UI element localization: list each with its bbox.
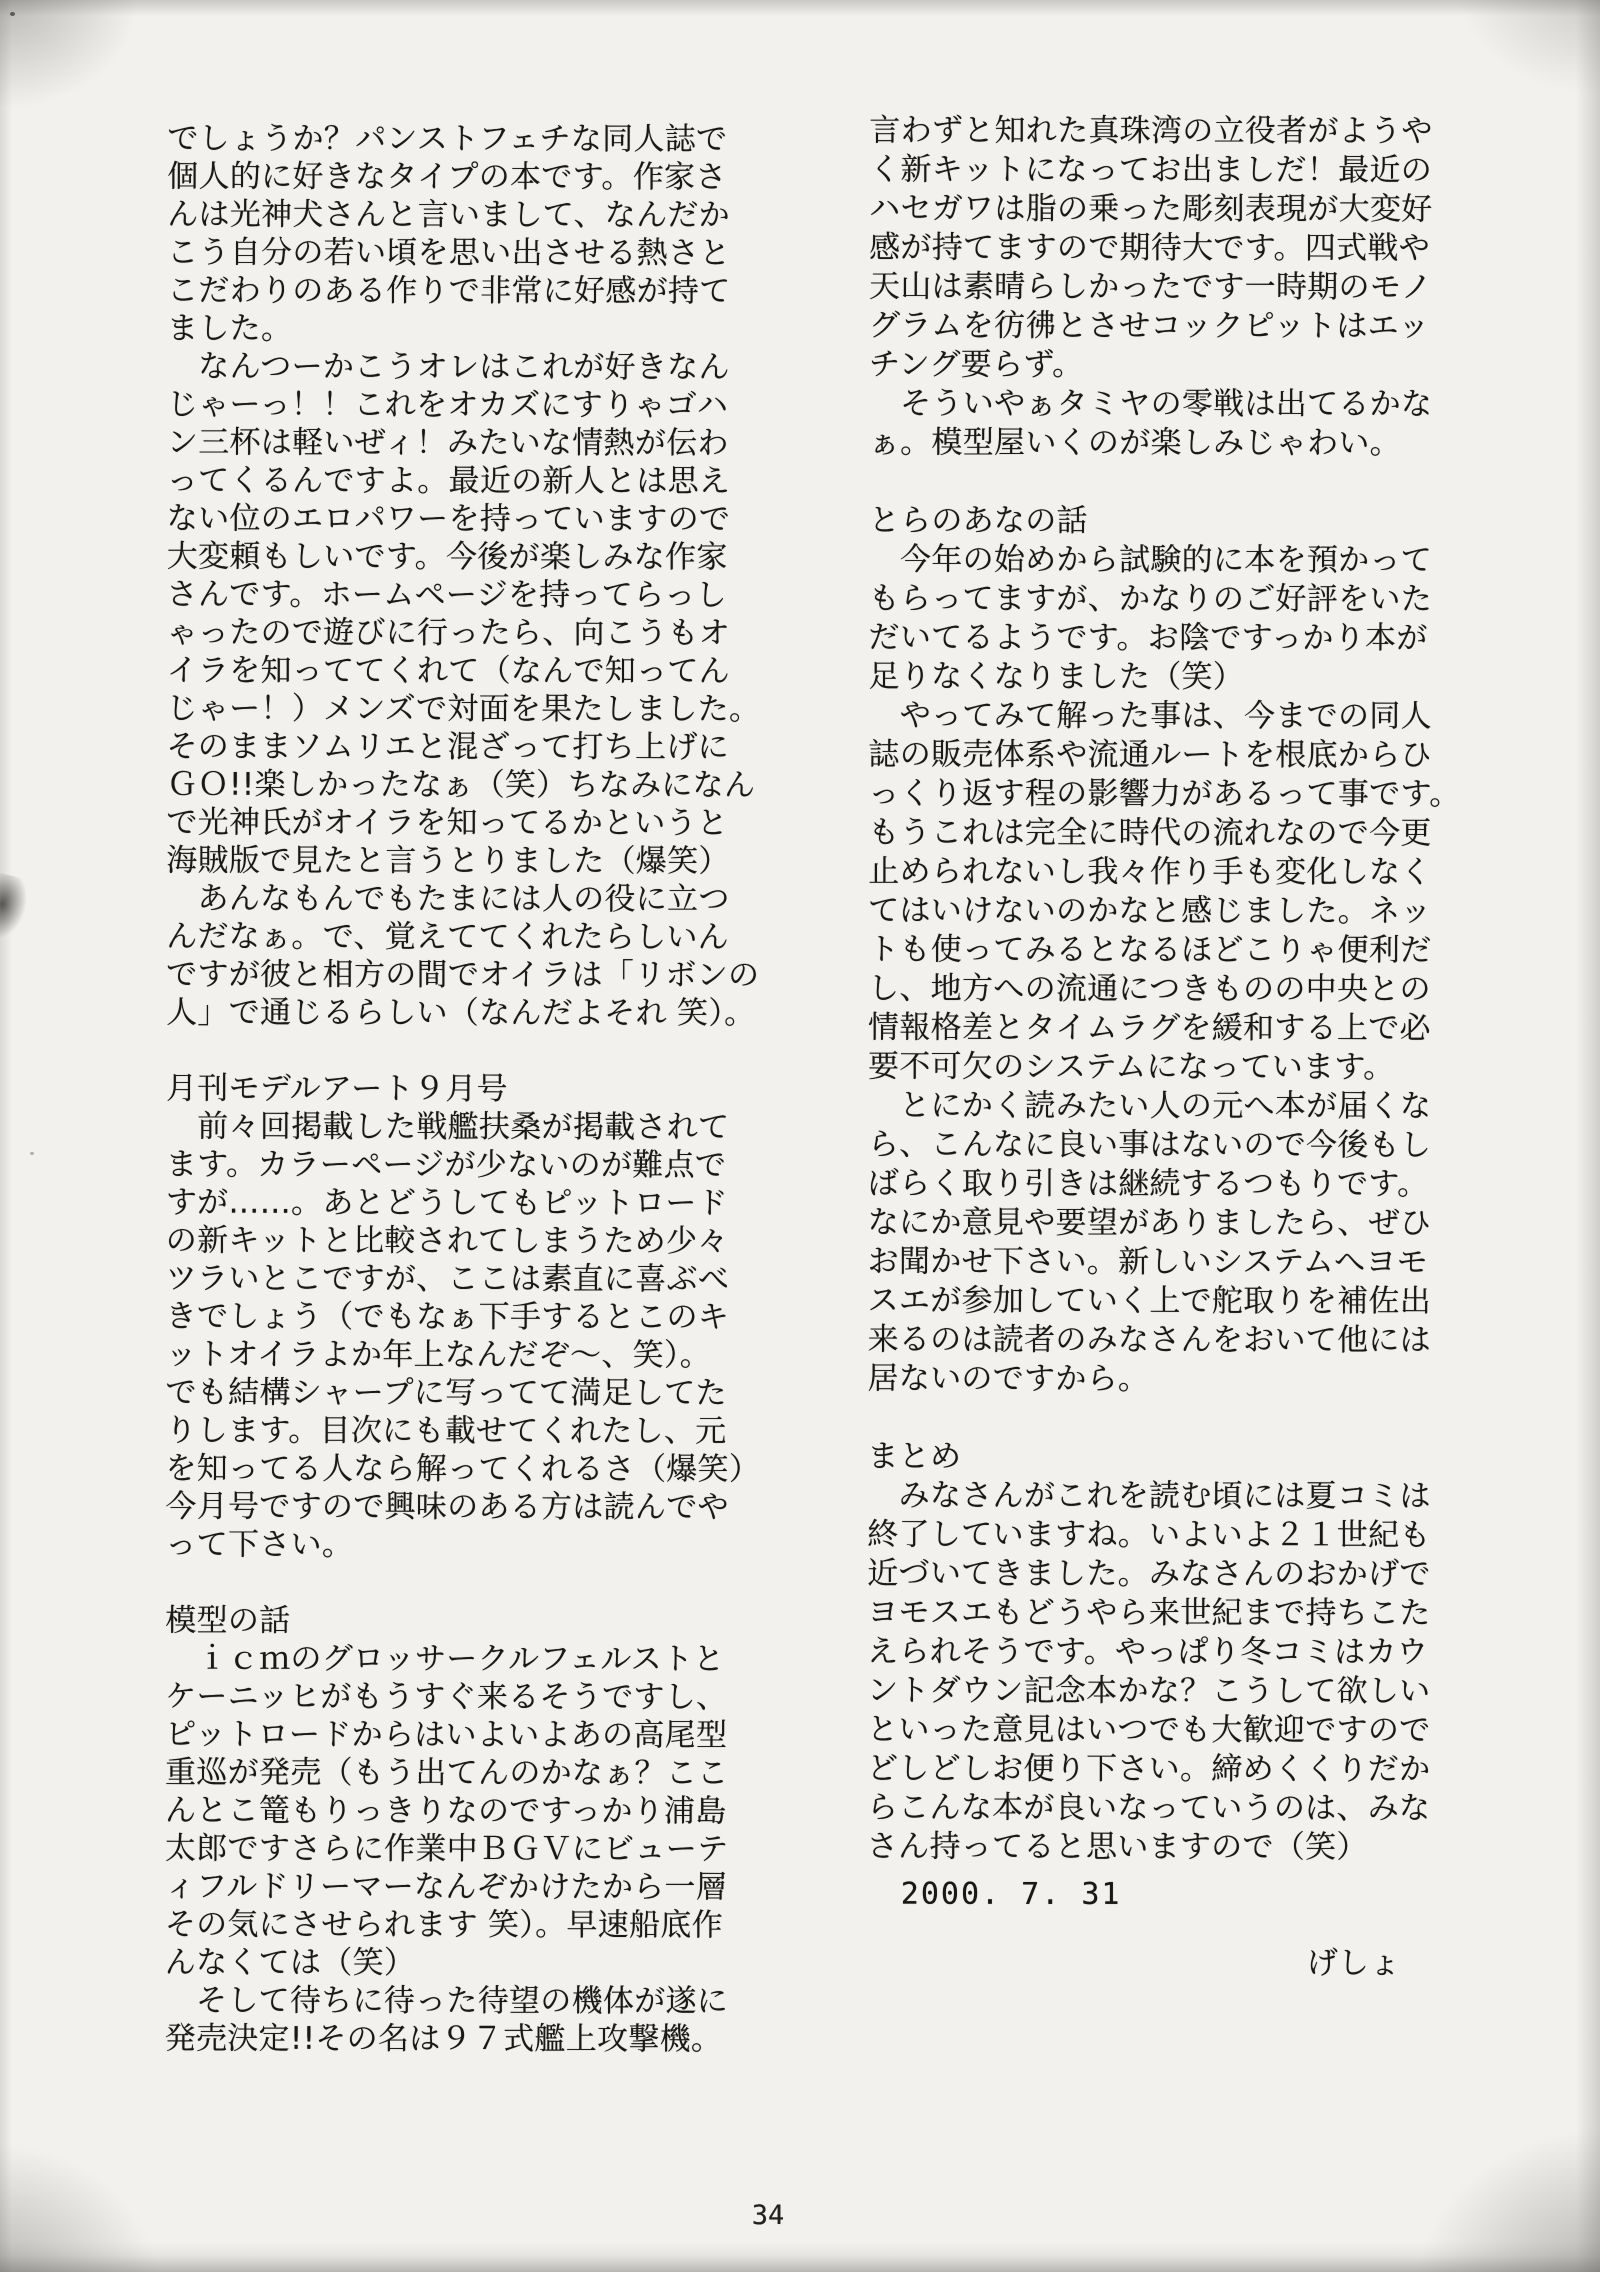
- text-line: を知ってる人なら解ってくれるさ（爆笑）: [165, 1450, 761, 1488]
- text-line: やってみて解った事は、今までの同人: [868, 697, 1432, 735]
- text-line: ら、こんなに良い事はないので今後もし: [867, 1126, 1432, 1164]
- text-line: 近づいてきました。みなさんのおかげで: [867, 1555, 1431, 1593]
- text-line: グラムを彷彿とさせコックピットはエッ: [868, 307, 1430, 345]
- right-text-column: [866, 112, 1461, 1984]
- scan-edge-left-shadow: [0, 0, 12, 2272]
- text-line: 前々回掲載した戦艦扶桑が掲載されて: [165, 1108, 730, 1146]
- page-number: 34: [751, 2200, 785, 2231]
- text-line: ン三杯は軽いぜィ！みたいな情熱が伝わ: [166, 424, 729, 462]
- left-text-column: [164, 120, 761, 2059]
- text-line: ゃったので遊びに行ったら、向こうもオ: [166, 614, 731, 652]
- text-line: そして待ちに待った待望の機体が遂に: [164, 1982, 729, 2020]
- text-line: でしょうか？パンストフェチな同人誌で: [167, 120, 728, 158]
- text-line: 情報格差とタイムラグを緩和する上で必: [868, 1009, 1431, 1047]
- text-line: 模型の話: [165, 1602, 291, 1639]
- scan-smudge-mark: [0, 873, 33, 945]
- text-line: 太郎ですさらに作業中ＢＧＶにビューテ: [164, 1830, 729, 1868]
- text-line: なんつーかこうオレはこれが好きなん: [166, 348, 730, 386]
- text-line: もうこれは完全に時代の流れなので今更: [868, 814, 1432, 852]
- blank-line: [867, 1399, 1442, 1439]
- text-line: トも使ってみるとなるほどこりゃ便利だ: [868, 931, 1432, 969]
- text-line: 重巡が発売（もう出てんのかなぁ？ここ: [165, 1754, 729, 1792]
- text-line: 誌の販売体系や流通ルートを根底からひ: [868, 736, 1432, 774]
- text-line: 来るのは読者のみなさんをおいて他には: [867, 1321, 1432, 1359]
- text-line: きでしょう（でもなぁ下手するとこのキ: [165, 1298, 730, 1336]
- text-line: 言わずと知れた真珠湾の立役者がようや: [869, 112, 1433, 150]
- text-line: とにかく読みたい人の元へ本が届くな: [867, 1087, 1432, 1125]
- text-line: てはいけないのかなと感じました。ネッ: [868, 892, 1432, 930]
- text-line: ってくるんですよ。最近の新人とは思え: [166, 462, 731, 500]
- scan-edge-top-shadow: [0, 0, 1600, 16]
- text-line: じゃーっ！！これをオカズにすりゃゴハ: [166, 386, 729, 424]
- text-line: といった意見はいつでも大歓迎ですので: [867, 1711, 1431, 1749]
- text-line: すが……。あとどうしてもピットロード: [165, 1184, 729, 1222]
- text-line: 終了していますね。いよいよ２１世紀も: [867, 1516, 1431, 1554]
- scan-edge-bottom-shadow: [0, 2242, 1600, 2272]
- text-line: ントダウン記念本かな？こうして欲しい: [867, 1672, 1431, 1710]
- text-line: じゃー！）メンズで対面を果たしました。: [166, 690, 761, 728]
- blank-line: [869, 463, 1444, 503]
- text-line: スエが参加していく上で舵取りを補佐出: [867, 1282, 1432, 1320]
- text-line: んとこ篭もりっきりなのですっかり浦島: [164, 1792, 727, 1830]
- text-line: 止められないし我々作り手も変化しなく: [868, 853, 1432, 891]
- blank-line: [165, 1564, 740, 1603]
- text-line: さんです。ホームページを持ってらっし: [166, 576, 728, 614]
- text-line: とらのあなの話: [868, 502, 1088, 539]
- scan-dust-speck: [10, 12, 15, 16]
- date-text: 2000. 7. 31: [900, 1876, 1122, 1912]
- text-line: 要不可欠のシステムになっています。: [867, 1048, 1395, 1086]
- text-line: さん持ってると思いますので（笑）: [866, 1828, 1368, 1866]
- text-line: 今月号ですので興味のある方は読んでや: [165, 1488, 729, 1526]
- text-line: ます。カラーページが少ないのが難点で: [165, 1146, 727, 1184]
- text-line: 居ないのですから。: [867, 1360, 1150, 1397]
- text-line: みなさんがこれを読む頃には夏コミは: [867, 1477, 1431, 1515]
- text-line: ピットロードからはいよいよあの高尾型: [165, 1716, 728, 1754]
- text-line: で光神氏がオイラを知ってるかというと: [166, 804, 729, 842]
- scan-corner-shadow-top-right: [1455, 0, 1600, 95]
- text-line: なにか意見や要望がありましたら、ぜひ: [867, 1204, 1432, 1242]
- text-line: こだわりのある作りで非常に好感が持て: [167, 272, 731, 310]
- text-line: の新キットと比較されてしまうため少々: [165, 1222, 729, 1260]
- text-line: ツラいとこですが、ここは素直に喜ぶべ: [165, 1260, 730, 1298]
- text-line: もらってますが、かなりのご好評をいた: [868, 580, 1433, 618]
- text-line: 発売決定!!その名は９７式艦上攻撃機。: [164, 2020, 723, 2058]
- text-line: 月刊モデルアート９月号: [165, 1070, 508, 1108]
- text-line: ィフルドリーマーなんぞかけたから一層: [164, 1868, 728, 1906]
- text-line: そのままソムリエと混ざって打ち上げに: [166, 728, 729, 766]
- text-line: ハセガワは脂の乗った彫刻表現が大変好: [869, 190, 1433, 228]
- text-line: どしどしお便り下さい。締めくくりだか: [866, 1750, 1431, 1788]
- blank-line: [166, 1032, 741, 1071]
- text-line: って下さい。: [165, 1526, 354, 1563]
- text-line: ＧＯ!!楽しかったなぁ（笑）ちなみになん: [166, 766, 756, 804]
- text-line: ばらく取り引きは継続するつもりです。: [867, 1165, 1429, 1203]
- text-line: 感が持てますので期待大です。四式戦や: [869, 229, 1431, 267]
- text-line: らこんな本が良いなっていうのは、みな: [866, 1789, 1431, 1827]
- text-line: まとめ: [867, 1438, 962, 1475]
- right-column-lines: [866, 112, 1461, 1868]
- text-line: 足りなくなりました（笑）: [868, 658, 1245, 696]
- text-line: こう自分の若い頃を思い出させる熱さと: [167, 234, 731, 272]
- text-line: ケーニッヒがもうすぐ来るそうですし、: [165, 1678, 728, 1716]
- text-line: っくり返す程の影響力があるって事です。: [868, 775, 1461, 813]
- text-line: でも結構シャープに写ってて満足してた: [165, 1374, 727, 1412]
- scan-corner-shadow-top-left: [0, 0, 140, 110]
- text-line: ぁ。模型屋いくのが楽しみじゃわい。: [868, 424, 1401, 462]
- text-line: えられそうです。やっぱり冬コミはカウ: [867, 1633, 1429, 1671]
- scan-edge-right-shadow: [1576, 0, 1600, 2272]
- author-signature: げしょ: [1306, 1945, 1401, 1982]
- text-line: 天山は素晴らしかったです一時期のモノ: [869, 268, 1433, 306]
- text-line: チング要らず。: [868, 346, 1084, 383]
- text-line: だいてるようです。お陰ですっかり本が: [868, 619, 1428, 657]
- text-line: し、地方への流通につきものの中央との: [868, 970, 1431, 1008]
- text-line: お聞かせ下さい。新しいシステムへヨモ: [867, 1243, 1429, 1281]
- text-line: あんなもんでもたまには人の役に立つ: [166, 880, 730, 918]
- text-line: ない位のエロパワーを持っていますので: [166, 500, 731, 538]
- text-line: 個人的に好きなタイプの本です。作家さ: [167, 158, 727, 196]
- text-line: ました。: [167, 310, 293, 347]
- text-line: ｉｃｍのグロッサークルフェルストと: [165, 1640, 725, 1678]
- text-line: ですが彼と相方の間でオイラは「リボンの: [166, 956, 760, 994]
- text-line: ットオイラよか年上なんだぞ～、笑）。: [165, 1336, 712, 1374]
- text-line: 海賊版で見たと言うとりました（爆笑）: [166, 842, 730, 880]
- text-line: 大変頼もしいです。今後が楽しみな作家: [166, 538, 728, 576]
- text-line: く新キットになってお出ましだ！最近の: [869, 151, 1433, 189]
- text-line: んだなぁ。で、覚えててくれたらしいん: [166, 918, 730, 956]
- text-line: 人」で通じるらしい（なんだよそれ 笑）。: [166, 994, 756, 1032]
- text-line: 今年の始めから試験的に本を預かって: [868, 541, 1433, 579]
- scan-dust-speck: [30, 1152, 34, 1155]
- text-line: その気にさせられます 笑）。早速船底作: [164, 1906, 723, 1944]
- text-line: りします。目次にも載せてくれたし、元: [165, 1412, 727, 1450]
- text-line: ヨモスエもどうやら来世紀まで持ちこた: [867, 1594, 1431, 1632]
- text-line: んなくては（笑）: [164, 1944, 416, 1981]
- text-line: イラを知っててくれて（なんで知ってん: [166, 652, 731, 690]
- text-line: んは光神犬さんと言いまして、なんだか: [167, 196, 731, 234]
- text-line: そういやぁタミヤの零戦は出てるかな: [868, 385, 1433, 423]
